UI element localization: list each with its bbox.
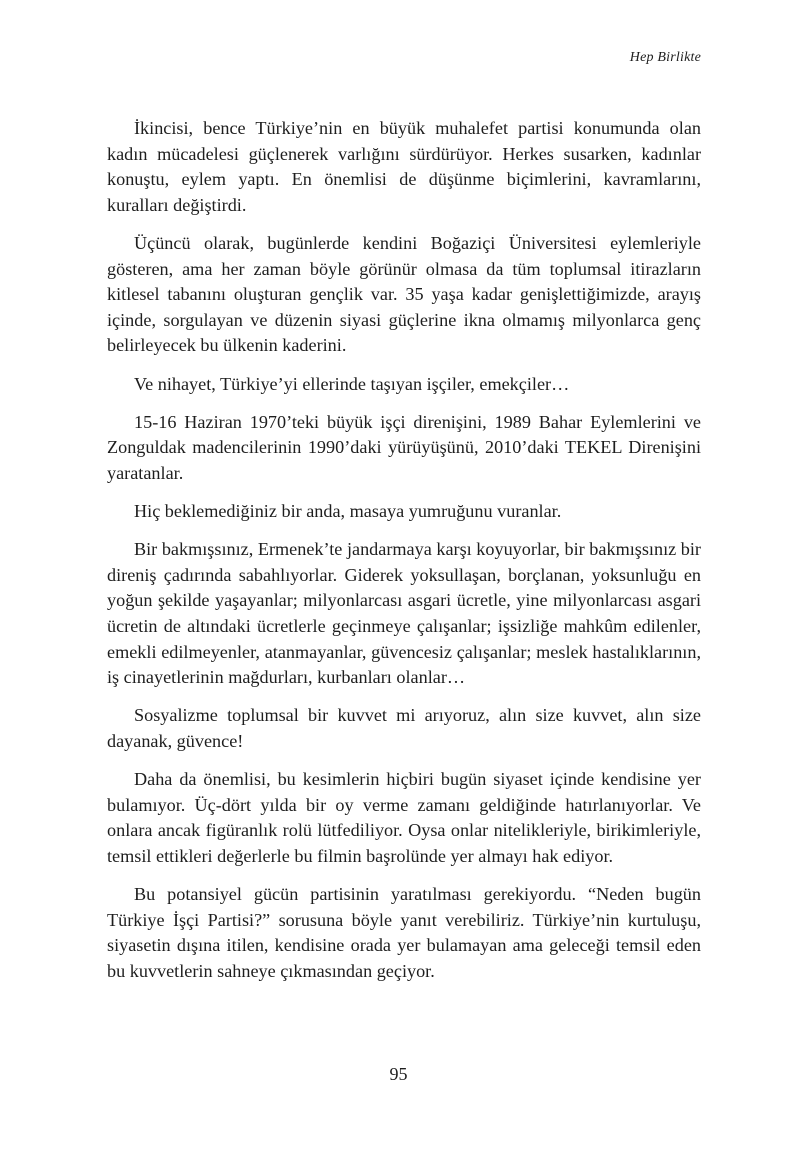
paragraph-9: Bu potansiyel gücün partisinin yaratılması gerekiyordu. “Neden bugün Türkiye İşçi Partisi?” sorusuna böyle yanıt verebiliriz. Türkiye’nin kurtuluşu, siyasetin dışına itilen, kendisine orada yer bulamayan ama geleceği temsil eden bu kuvvetlerin sahneye çıkmasından geçiyor. [107, 884, 701, 981]
running-header: Hep Birlikte [629, 50, 701, 65]
paragraph-7: Sosyalizme toplumsal bir kuvvet mi arıyoruz, alın size kuvvet, alın size dayanak, güvence! [107, 705, 701, 752]
paragraph-1: İkincisi, bence Türkiye’nin en büyük muhalefet partisi konumunda olan kadın mücadelesi güçlenerek varlığını sürdürüyor. Herkes susarken, kadınlar konuştu, eylem yaptı. En önemlisi de düşünme biçimlerini, kavramlarını, kuralları değiştirdi. [107, 118, 701, 215]
paragraph-8: Daha da önemlisi, bu kesimlerin hiçbiri bugün siyaset içinde kendisine yer bulamıyor. Üç-dört yılda bir oy verme zamanı geldiğinde hatırlanıyorlar. Ve onlara ancak figüranlık rolü lütfediliyor. Oysa onlar nitelikleriyle, birikimleriyle, temsil ettikleri değerlerle bu filmin başrolünde yer almayı hak ediyor. [107, 769, 701, 866]
body-text [107, 116, 701, 997]
page-number: 95 [389, 1064, 408, 1084]
paragraph-6: Bir bakmışsınız, Ermenek’te jandarmaya karşı koyuyorlar, bir bakmışsınız bir direniş çadırında sabahlıyorlar. Giderek yoksullaşan, borçlanan, yoksunluğu en yoğun şekilde yaşayanlar; milyonlarcası asgari ücretle, yine milyonlarcası asgari ücretin de altındaki ücretlerle geçinmeye çalışanlar; işsizliğe mahkûm edilenler, emekli edilmeyenler, atanmayanlar, güvencesiz çalışanlar; meslek hastalıklarının, iş cinayetlerinin mağdurları, kurbanları olanlar… [107, 539, 701, 688]
paragraph-4: 15-16 Haziran 1970’teki büyük işçi direnişini, 1989 Bahar Eylemlerini ve Zonguldak madencilerinin 1990’daki yürüyüşünü, 2010’daki TEKEL Direnişini yaratanlar. [107, 411, 701, 483]
paragraph-3: Ve nihayet, Türkiye’yi ellerinde taşıyan işçiler, emekçiler… [134, 373, 570, 394]
paragraph-5: Hiç beklemediğiniz bir anda, masaya yumruğunu vuranlar. [134, 501, 562, 522]
paragraph-2: Üçüncü olarak, bugünlerde kendini Boğaziçi Üniversitesi eylemleriyle gösteren, ama her zaman böyle görünür olmasa da tüm toplumsal itirazların kitlesel tabanını oluşturan gençlik var. 35 yaşa kadar genişlettiğimizde, arayış içinde, sorgulayan ve düzenin siyasi güçlerine ikna olmamış milyonlarca genç belirleyecek bu ülkenin kaderini. [107, 232, 701, 356]
